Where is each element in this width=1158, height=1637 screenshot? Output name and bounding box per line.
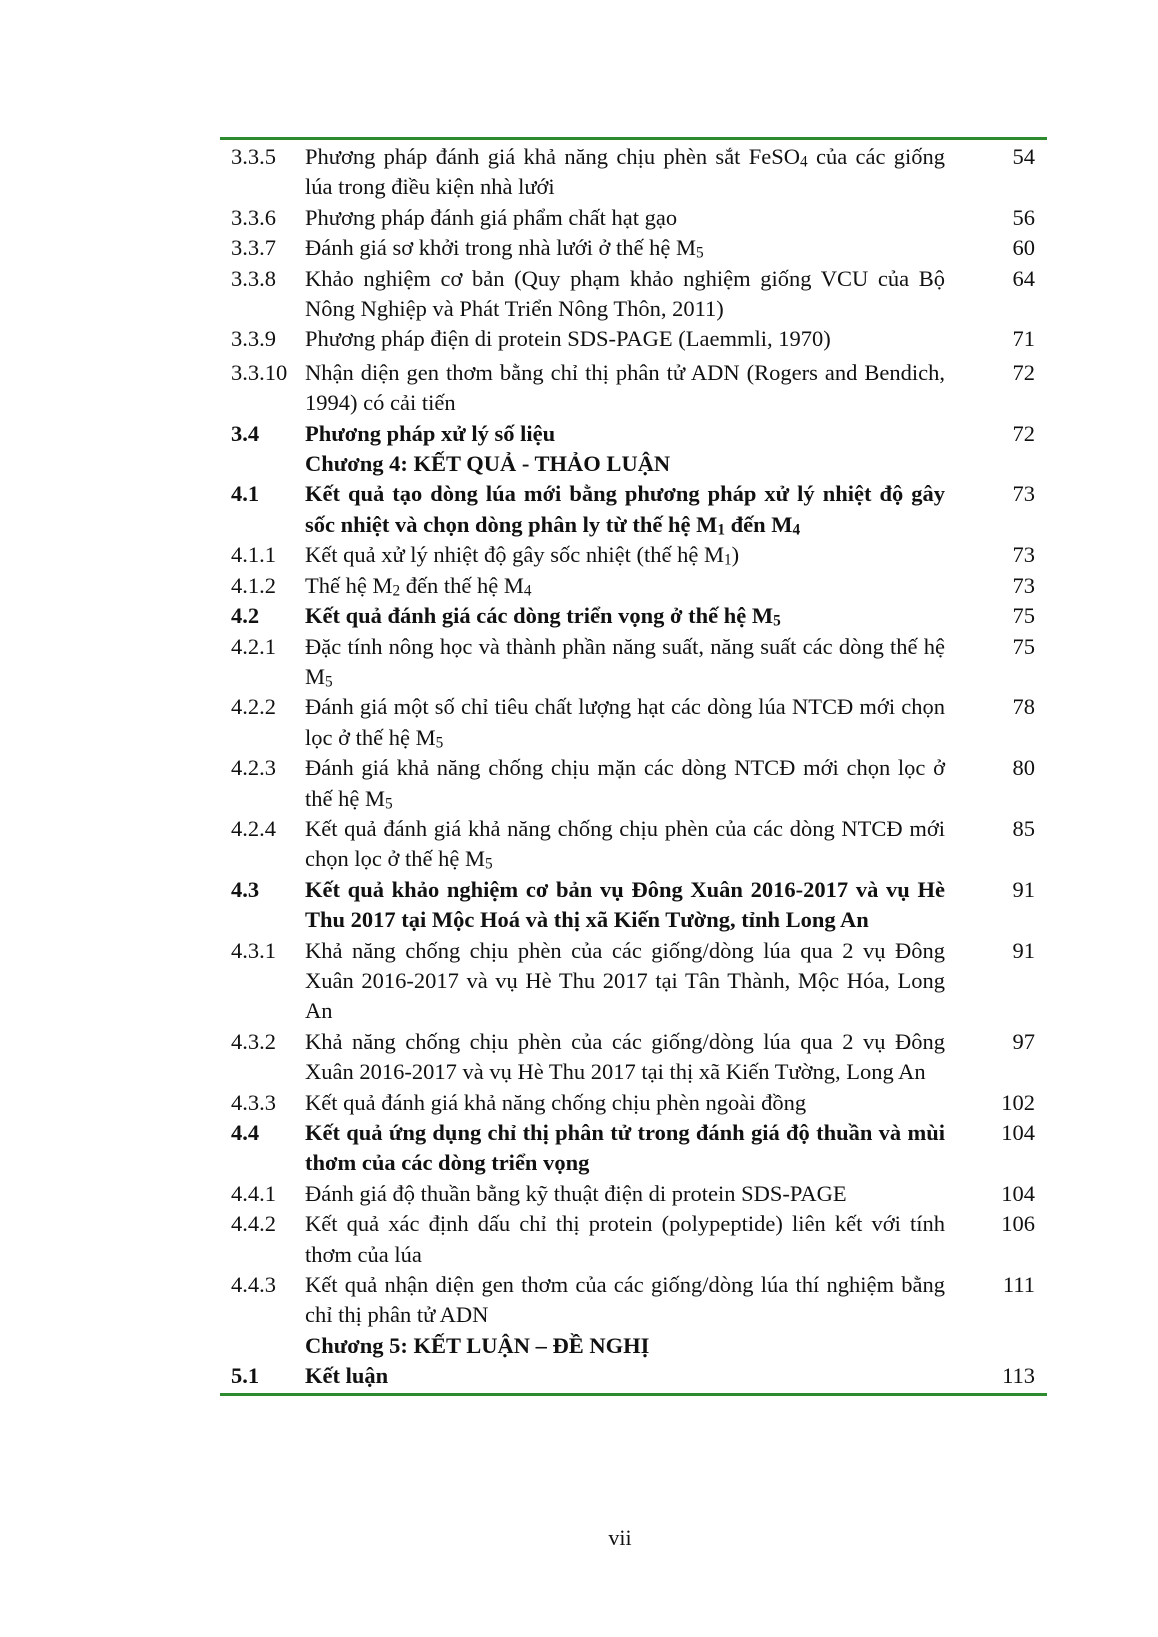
entry-page: 56 <box>1012 204 1035 230</box>
entry-title: Kết quả đánh giá các dòng triển vọng ở thế hệ $M_5$ <box>305 603 781 630</box>
entry-number: 4.3.3 <box>231 1089 276 1115</box>
entry-title: Phương pháp đánh giá khả năng chịu phèn sắt FeSO$_4$ của các giống lúa trong điều kiện nhà lưới <box>305 144 945 200</box>
entry-page: 104 <box>1001 1180 1035 1206</box>
entry-title: Thế hệ $M_2$ đến thế hệ $M_4$ <box>305 572 532 599</box>
entry-title: Đánh giá độ thuần bằng kỹ thuật điện di protein SDS-PAGE <box>305 1180 847 1206</box>
toc-entry[interactable] <box>220 1270 1047 1331</box>
entry-page: 102 <box>1001 1089 1035 1115</box>
toc-entry[interactable] <box>220 479 1047 540</box>
entry-title: Kết quả xác định dấu chỉ thị protein (polypeptide) liên kết với tính thơm của lúa <box>305 1211 945 1267</box>
page-number-footer: vii <box>608 1525 632 1550</box>
entry-page: 64 <box>1012 265 1035 291</box>
toc-entry[interactable] <box>220 571 1047 601</box>
entry-number: 3.3.5 <box>231 144 276 169</box>
entry-number: 4.1 <box>231 481 260 507</box>
entry-title: Đặc tính nông học và thành phần năng suất, năng suất các dòng thế hệ $M_5$ <box>305 633 945 691</box>
entry-page: 113 <box>1002 1363 1035 1389</box>
entry-page: 111 <box>1002 1272 1035 1298</box>
toc-entry[interactable] <box>220 936 1047 1027</box>
entry-page: 73 <box>1012 542 1035 568</box>
entry-page: 104 <box>1001 1120 1035 1145</box>
entry-page: 72 <box>1012 359 1035 385</box>
chapter-heading[interactable] <box>220 449 1047 479</box>
entry-title: Kết quả xử lý nhiệt độ gây sốc nhiệt (thế hệ $M_1$) <box>305 542 740 569</box>
entry-number: 4.3.1 <box>231 937 276 963</box>
entry-number: 5.1 <box>231 1363 260 1389</box>
toc-entry[interactable] <box>220 1179 1047 1209</box>
entry-title: Khảo nghiệm cơ bản (Quy phạm khảo nghiệm giống VCU của Bộ Nông Nghiệp và Phát Triển Nông Thôn, 2011) <box>305 265 945 322</box>
entry-title: Khả năng chống chịu phèn của các giống/dòng lúa qua 2 vụ Đông Xuân 2016-2017 và vụ Hè Thu 2017 tại thị xã Kiến Tường, Long An <box>305 1028 945 1085</box>
entry-number: 4.2.2 <box>231 694 276 720</box>
entry-page: 75 <box>1012 603 1035 629</box>
toc-entry[interactable] <box>220 419 1047 449</box>
entry-number: 3.4 <box>231 420 260 446</box>
toc-entry[interactable] <box>220 814 1047 875</box>
entry-page: 85 <box>1012 815 1035 841</box>
entry-number: 4.2.4 <box>231 815 276 841</box>
entry-title: Kết quả tạo dòng lúa mới bằng phương pháp xử lý nhiệt độ gây sốc nhiệt và chọn dòng phân ly từ thế hệ $M_1$ đến $M_4$ <box>305 481 945 539</box>
entry-title: Đánh giá sơ khởi trong nhà lưới ở thế hệ $M_5$ <box>305 235 704 262</box>
entry-page: 54 <box>1012 144 1035 169</box>
toc-entry[interactable] <box>220 142 1047 203</box>
entry-page: 72 <box>1012 420 1035 446</box>
entry-number: 3.3.8 <box>231 265 276 291</box>
toc-entry[interactable] <box>220 1118 1047 1179</box>
toc-entry[interactable] <box>220 753 1047 814</box>
entry-page: 73 <box>1012 572 1035 598</box>
entry-page: 80 <box>1012 755 1035 781</box>
entry-number: 4.4.2 <box>231 1211 276 1237</box>
toc-entry[interactable] <box>220 358 1047 419</box>
toc-entry[interactable] <box>220 1209 1047 1270</box>
entry-number: 3.3.7 <box>231 235 276 261</box>
toc-entry[interactable] <box>220 264 1047 325</box>
entry-title: Phương pháp điện di protein SDS-PAGE (Laemmli, 1970) <box>305 326 831 352</box>
entry-title: Kết quả đánh giá khả năng chống chịu phèn của các dòng NTCĐ mới chọn lọc ở thế hệ $M_5$ <box>305 815 945 873</box>
entry-title: Kết quả nhận diện gen thơm của các giống/dòng lúa thí nghiệm bằng chỉ thị phân tử ADN <box>305 1272 945 1328</box>
chapter-title: Chương 4: KẾT QUẢ - THẢO LUẬN <box>305 451 671 477</box>
entry-title: Đánh giá khả năng chống chịu mặn các dòng NTCĐ mới chọn lọc ở thế hệ $M_5$ <box>305 755 945 812</box>
entry-number: 4.2.3 <box>231 755 276 781</box>
entry-number: 4.2.1 <box>231 633 276 659</box>
entry-page: 60 <box>1012 235 1035 261</box>
chapter-title: Chương 5: KẾT LUẬN – ĐỀ NGHỊ <box>305 1332 650 1358</box>
entry-number: 3.3.6 <box>231 204 276 230</box>
entry-title: Kết quả ứng dụng chỉ thị phân tử trong đánh giá độ thuần và mùi thơm của các dòng triển vọng <box>305 1120 945 1176</box>
toc-entry[interactable] <box>220 601 1047 631</box>
toc-entry[interactable] <box>220 875 1047 936</box>
entry-title: Kết quả đánh giá khả năng chống chịu phèn ngoài đồng <box>305 1089 807 1115</box>
entry-title: Nhận diện gen thơm bằng chỉ thị phân tử ADN (Rogers and Bendich, 1994) có cải tiến <box>305 359 945 416</box>
entry-number: 4.1.1 <box>231 542 276 568</box>
entry-number: 4.1.2 <box>231 572 276 598</box>
entry-page: 106 <box>1001 1211 1035 1237</box>
entry-number: 4.3 <box>231 876 260 902</box>
entry-number: 3.3.10 <box>231 359 288 385</box>
toc-entry[interactable] <box>220 324 1047 354</box>
entry-title: Khả năng chống chịu phèn của các giống/dòng lúa qua 2 vụ Đông Xuân 2016-2017 và vụ Hè Thu 2017 tại Tân Thành, Mộc Hóa, Long An <box>305 937 945 1024</box>
toc-entry[interactable] <box>220 632 1047 693</box>
entry-page: 91 <box>1012 876 1035 902</box>
entry-number: 4.4 <box>231 1120 260 1145</box>
chapter-heading[interactable] <box>220 1331 1047 1361</box>
table-of-contents <box>220 137 1047 1396</box>
toc-entry[interactable] <box>220 540 1047 570</box>
toc-entry[interactable] <box>220 1088 1047 1118</box>
entry-number: 4.2 <box>231 603 260 629</box>
toc-entry[interactable] <box>220 203 1047 233</box>
entry-number: 4.4.1 <box>231 1180 276 1206</box>
toc-entry[interactable] <box>220 233 1047 263</box>
entry-number: 4.3.2 <box>231 1028 276 1054</box>
entry-page: 78 <box>1012 694 1035 720</box>
entry-title: Phương pháp xử lý số liệu <box>305 420 556 446</box>
entry-number: 4.4.3 <box>231 1272 276 1298</box>
entry-title: Kết luận <box>305 1363 389 1389</box>
entry-page: 73 <box>1012 481 1035 507</box>
entry-title: Phương pháp đánh giá phẩm chất hạt gạo <box>305 204 678 230</box>
toc-entry[interactable] <box>220 1361 1047 1391</box>
entry-page: 97 <box>1012 1028 1035 1054</box>
toc-entry[interactable] <box>220 1027 1047 1088</box>
entry-title: Đánh giá một số chỉ tiêu chất lượng hạt các dòng lúa NTCĐ mới chọn lọc ở thế hệ $M_5$ <box>305 694 945 751</box>
entry-page: 75 <box>1012 633 1035 659</box>
entry-number: 3.3.9 <box>231 326 276 352</box>
toc-entry[interactable] <box>220 692 1047 753</box>
entry-page: 71 <box>1012 326 1035 352</box>
entry-page: 91 <box>1012 937 1035 963</box>
entry-title: Kết quả khảo nghiệm cơ bản vụ Đông Xuân 2016-2017 và vụ Hè Thu 2017 tại Mộc Hoá và thị xã Kiến Tường, tỉnh Long An <box>305 876 945 933</box>
